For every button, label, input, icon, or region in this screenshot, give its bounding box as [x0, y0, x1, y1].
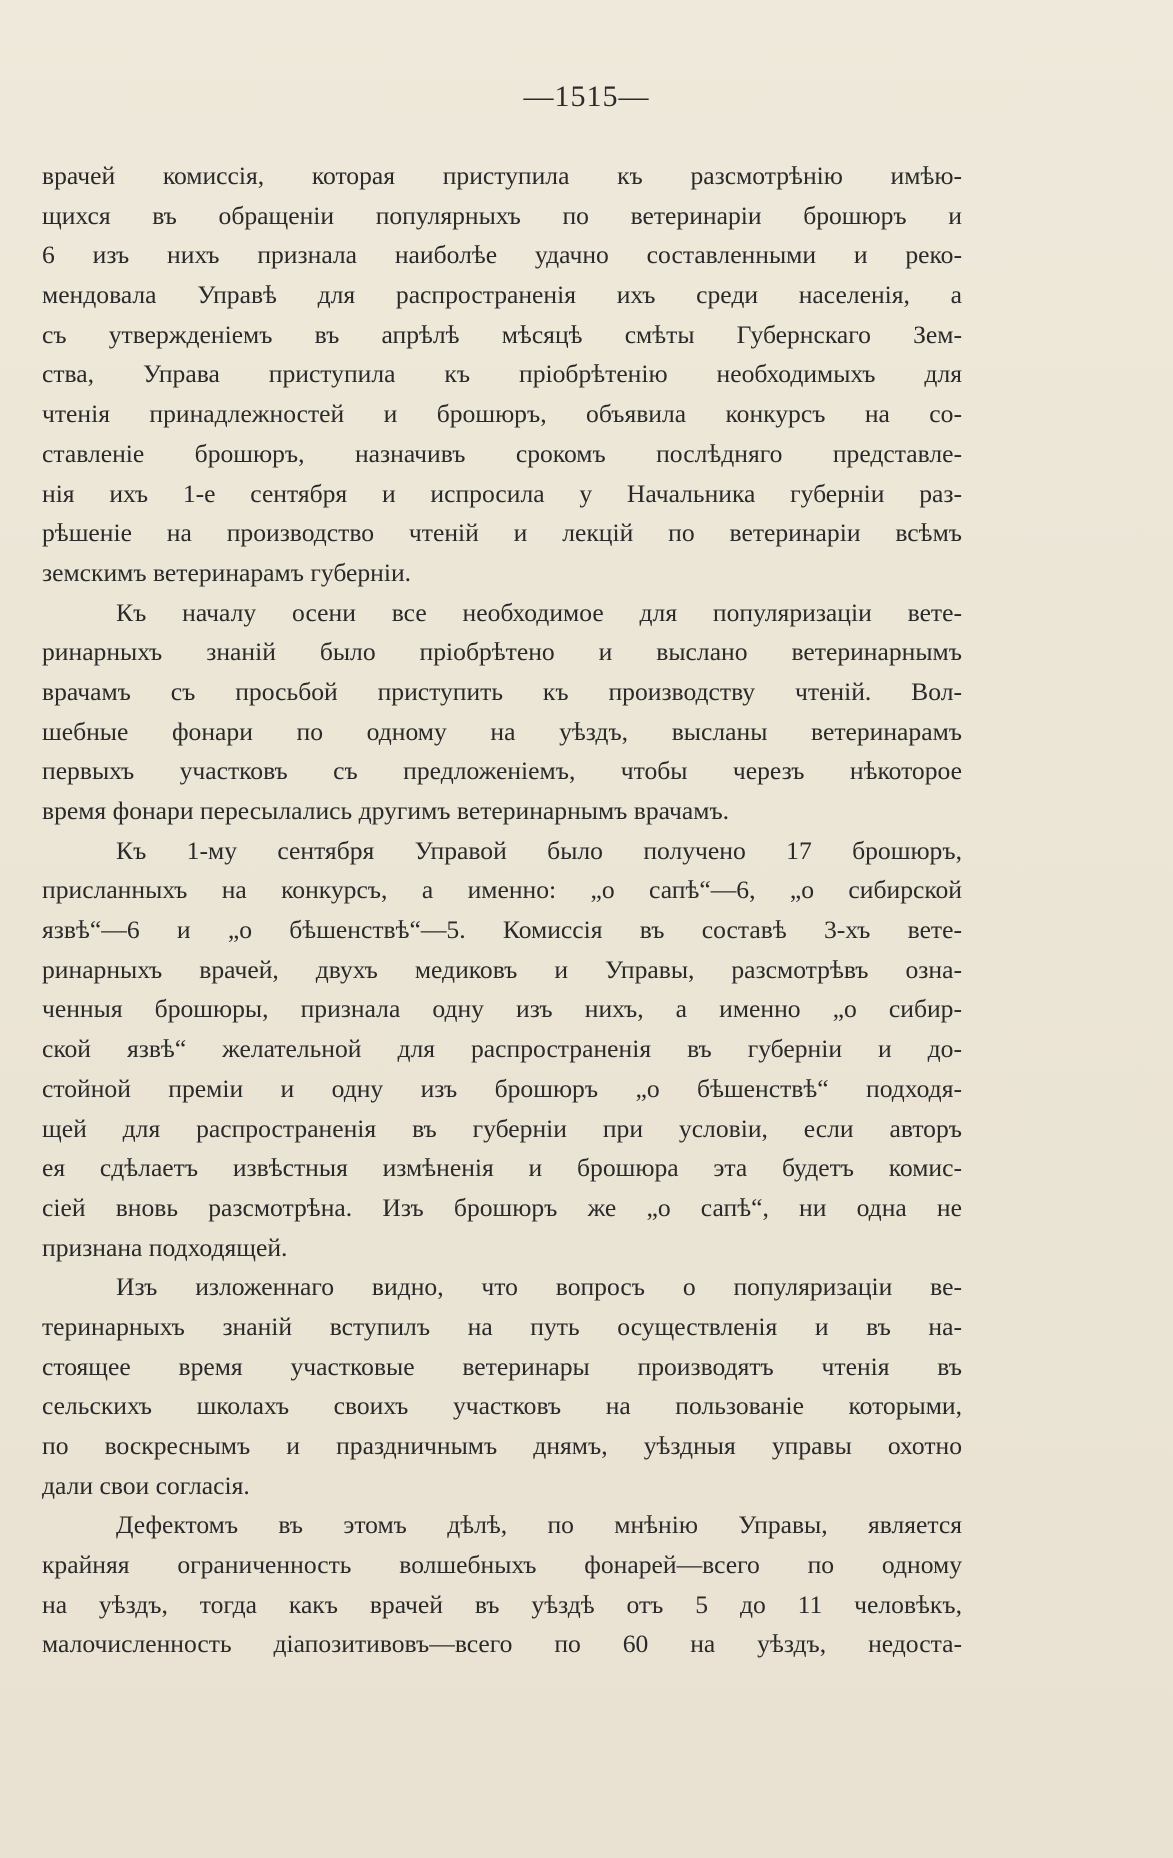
text-line: сельскихъ школахъ своихъ участковъ на пользованіе которыми, — [42, 1391, 962, 1421]
text-line: стойной преміи и одну изъ брошюръ „о бѣшенствѣ“ подходя- — [42, 1073, 962, 1103]
text-line: малочисленность діапозитивовъ—всего по 60 на уѣздъ, недоста- — [42, 1629, 962, 1659]
page-number: —1515— — [523, 80, 650, 113]
text-line: крайняя ограниченность волшебныхъ фонарей—всего по одному — [42, 1550, 962, 1580]
text-line: на уѣздъ, тогда какъ врачей въ уѣздѣ отъ 5 до 11 человѣкъ, — [42, 1589, 962, 1619]
text-line: Изъ изложеннаго видно, что вопросъ о популяризаціи ве- — [116, 1272, 962, 1302]
paragraph — [42, 156, 962, 593]
text-line: стоящее время участковые ветеринары производятъ чтенія въ — [42, 1351, 962, 1381]
text-line: ченныя брошюры, признала одну изъ нихъ, а именно „о сибир- — [42, 994, 962, 1024]
text-line: ринарныхъ врачей, двухъ медиковъ и Управы, разсмотрѣвъ озна- — [42, 954, 962, 984]
text-line: щей для распространенія въ губерніи при условіи, если авторъ — [42, 1113, 962, 1143]
text-line: ской язвѣ“ желательной для распространенія въ губерніи и до- — [42, 1034, 962, 1064]
text-line: врачамъ съ просьбой приступить къ производству чтеній. Вол- — [42, 676, 962, 706]
text-line: сіей вновь разсмотрѣна. Изъ брошюръ же „о сапѣ“, ни одна не — [42, 1192, 962, 1222]
text-line: по воскреснымъ и праздничнымъ днямъ, уѣздныя управы охотно — [42, 1431, 962, 1460]
text-line: нія ихъ 1-е сентября и испросила у Начальника губерніи раз- — [42, 478, 962, 508]
text-line: щихся въ обращеніи популярныхъ по ветеринаріи брошюръ и — [42, 200, 962, 230]
text-line: время фонари пересылались другимъ ветеринарнымъ врачамъ. — [42, 796, 730, 825]
text-line: рѣшеніе на производство чтеній и лекцій по ветеринаріи всѣмъ — [42, 518, 962, 548]
text-line: врачей комиссія, которая приступила къ разсмотрѣнію имѣю- — [42, 161, 962, 190]
paragraph — [42, 1267, 962, 1505]
text-line: ставленіе брошюръ, назначивъ срокомъ послѣдняго представле- — [42, 438, 962, 468]
text-line: присланныхъ на конкурсъ, а именно: „о сапѣ“—6, „о сибирской — [42, 875, 962, 905]
text-line: ея сдѣлаетъ извѣстныя измѣненія и брошюра эта будетъ комис- — [42, 1153, 962, 1183]
text-line: шебные фонари по одному на уѣздъ, высланы ветеринарамъ — [42, 716, 962, 746]
body-text — [42, 156, 962, 1664]
text-line: Дефектомъ въ этомъ дѣлѣ, по мнѣнію Управы, является — [116, 1510, 962, 1540]
text-line: Къ началу осени все необходимое для популяризаціи вете- — [116, 597, 962, 627]
text-line: ства, Управа приступила къ пріобрѣтенію необходимыхъ для — [42, 359, 962, 389]
text-line: 6 изъ нихъ признала наиболѣе удачно составленными и реко- — [42, 240, 962, 270]
text-line: мендовала Управѣ для распространенія ихъ среди населенія, а — [42, 280, 962, 310]
text-line: язвѣ“—6 и „о бѣшенствѣ“—5. Комиссія въ составѣ 3-хъ вете- — [42, 915, 962, 945]
text-line: Къ 1-му сентября Управой было получено 17 брошюръ, — [116, 835, 962, 865]
text-line: земскимъ ветеринарамъ губерніи. — [42, 557, 412, 587]
text-line: ринарныхъ знаній было пріобрѣтено и выслано ветеринарнымъ — [42, 637, 962, 667]
text-line: чтенія принадлежностей и брошюръ, объявила конкурсъ на со- — [42, 399, 962, 429]
text-line: дали свои согласія. — [42, 1470, 250, 1500]
text-line: съ утвержденіемъ въ апрѣлѣ мѣсяцѣ смѣты Губернскаго Зем- — [42, 319, 962, 349]
text-line: признана подходящей. — [42, 1232, 288, 1262]
text-line: теринарныхъ знаній вступилъ на путь осуществленія и въ на- — [42, 1311, 962, 1341]
paragraph — [42, 1505, 962, 1664]
paragraph — [42, 831, 962, 1268]
text-line: первыхъ участковъ съ предложеніемъ, чтобы черезъ нѣкоторое — [42, 756, 962, 786]
paragraph — [42, 593, 962, 831]
